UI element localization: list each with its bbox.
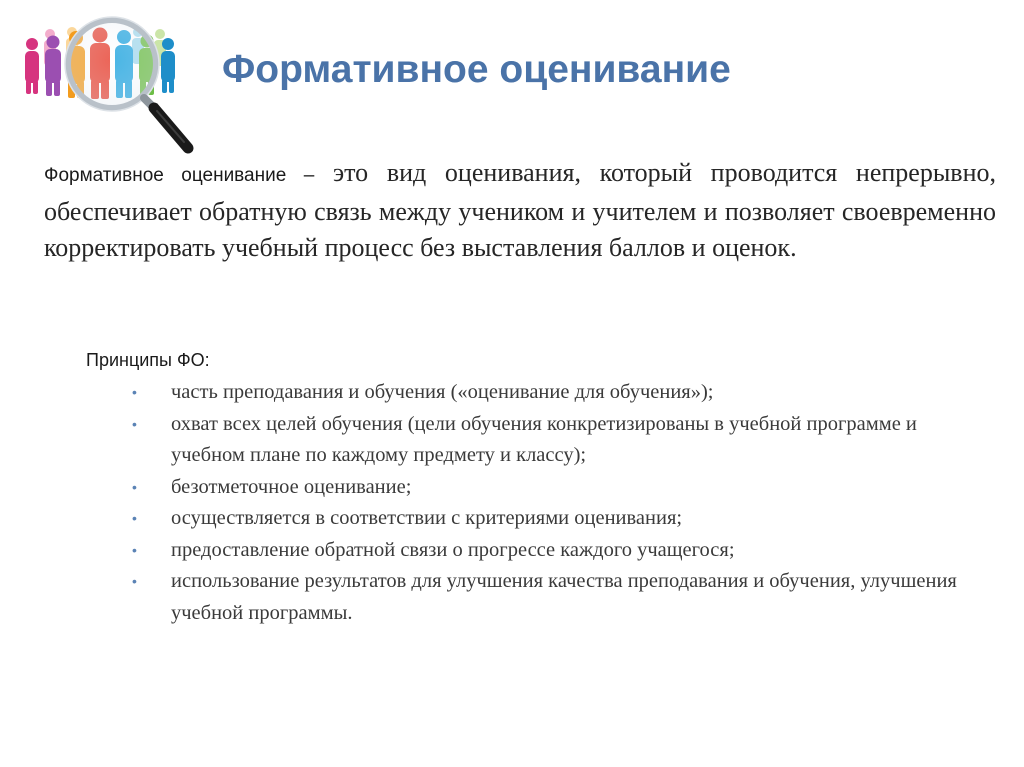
list-item-text: осуществляется в соответствии с критериями оценивания; xyxy=(171,507,683,529)
list-item xyxy=(72,566,986,629)
list-item-text: использование результатов для улучшения качества преподавания и обучения, улучшения учебной программы. xyxy=(171,570,957,624)
principles-heading: Принципы ФО: xyxy=(86,350,210,370)
slide-title: Формативное оценивание xyxy=(222,48,731,91)
list-item-text: охват всех целей обучения (цели обучения конкретизированы в учебной программе и учебном плане по каждому предмету и классу); xyxy=(171,412,917,466)
bullet-icon: • xyxy=(132,541,137,558)
list-item-text: предоставление обратной связи о прогрессе каждого учащегося; xyxy=(171,538,735,561)
definition-paragraph xyxy=(44,155,996,266)
definition-term: Формативное оценивание – xyxy=(44,165,315,186)
definition-text: это вид оценивания, который проводится непрерывно, обеспечивает обратную связь между учеником и учителем и позволяет своевременно корректировать учебный процесс без выставления баллов и оценок. xyxy=(44,158,996,262)
people-magnifier-icon xyxy=(20,8,200,160)
principles-section xyxy=(86,346,986,629)
list-item xyxy=(72,472,986,504)
bullet-icon: • xyxy=(132,510,137,526)
list-item-text: часть преподавания и обучения («оценивание для обучения»); xyxy=(171,381,714,403)
principles-list xyxy=(86,377,986,629)
list-item xyxy=(72,377,986,409)
bullet-icon: • xyxy=(132,573,137,589)
list-item xyxy=(72,409,986,472)
bullet-icon: • xyxy=(132,384,137,400)
bullet-icon: • xyxy=(132,478,137,495)
bullet-icon: • xyxy=(132,415,137,432)
list-item xyxy=(72,535,986,567)
list-item-text: безотметочное оценивание; xyxy=(171,475,412,498)
list-item xyxy=(72,503,986,535)
